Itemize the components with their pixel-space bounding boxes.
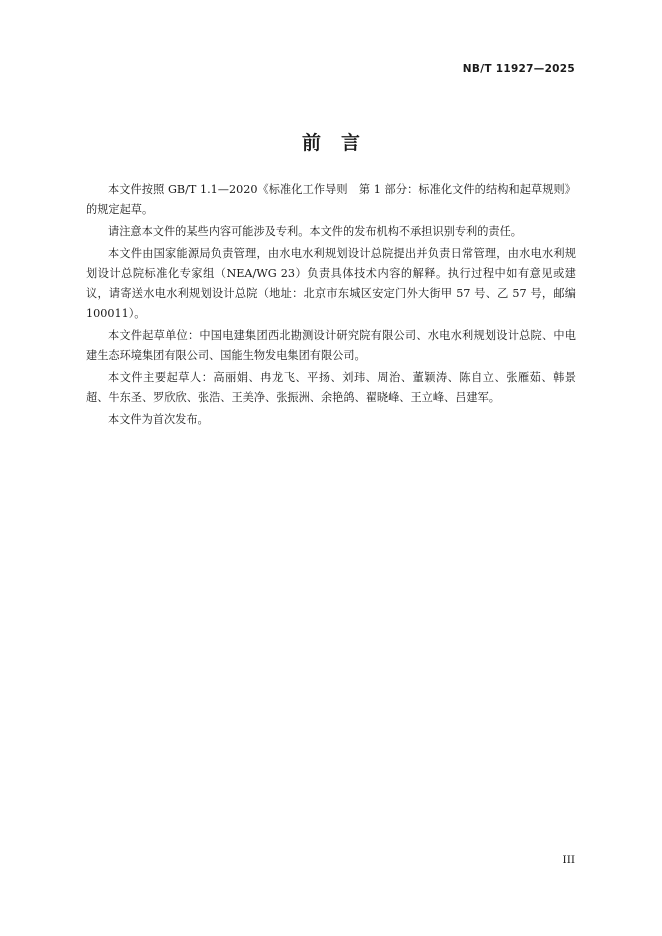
paragraph-patent-notice: 请注意本文件的某些内容可能涉及专利。本文件的发布机构不承担识别专利的责任。 xyxy=(108,225,522,238)
paragraph-management: 本文件由国家能源局负责管理，由水电水利规划设计总院提出并负责日常管理，由水电水利规划设计总院标准化专家组（NEA/WG 23）负责具体技术内容的解释。执行过程中如有意见或建议，请寄送水电水利规划设计总院（地址：北京市东城区安定门外大街甲 57 号、乙 57 号，邮编100011）。 xyxy=(86,247,576,320)
paragraph-drafting-rules: 本文件按照 GB/T 1.1—2020《标准化工作导则 第 1 部分：标准化文件的结构和起草规则》的规定起草。 xyxy=(86,183,576,216)
page-number: III xyxy=(562,854,575,866)
page-title: 前言 xyxy=(301,132,380,154)
paragraph-first-release: 本文件为首次发布。 xyxy=(108,413,209,426)
foreword-body xyxy=(86,180,576,432)
paragraph-drafters: 本文件主要起草人：高丽娟、冉龙飞、平扬、刘玮、周治、董颖涛、陈自立、张雁茹、韩景超、牛东圣、罗欣欣、张浩、王美净、张振洲、余艳鸽、翟晓峰、王立峰、吕建军。 xyxy=(86,371,576,404)
document-code: NB/T 11927—2025 xyxy=(462,63,575,75)
paragraph-drafting-units: 本文件起草单位：中国电建集团西北勘测设计研究院有限公司、水电水利规划设计总院、中电建生态环境集团有限公司、国能生物发电集团有限公司。 xyxy=(86,329,576,362)
